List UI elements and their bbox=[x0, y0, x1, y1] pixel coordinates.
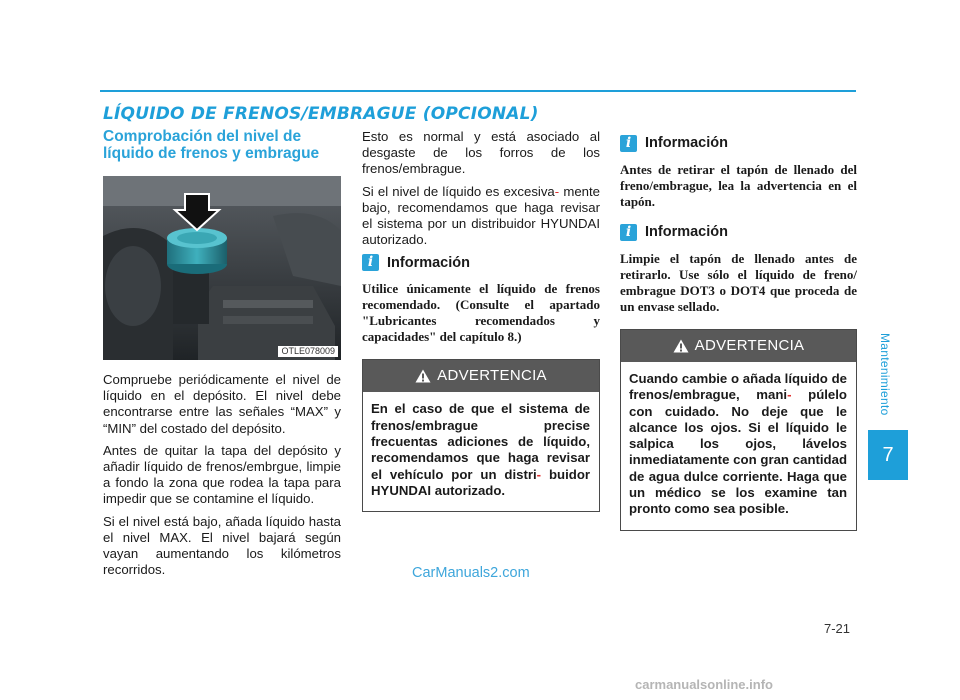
info-body: Utilice únicamente el líquido de frenos recomendado. (Consulte el apartado "Lubricantes recomendados y capacidades" del capítulo 8.) bbox=[362, 281, 600, 345]
photo-code: OTLE078009 bbox=[278, 346, 338, 357]
column-3 bbox=[620, 131, 857, 531]
info-title: Información bbox=[645, 224, 728, 241]
text-run: mente bajo, recomendamos que haga revisar el sistema por un distribuidor HYUNDAI autorizado. bbox=[362, 183, 600, 248]
info-heading bbox=[362, 254, 600, 271]
warning-header bbox=[363, 360, 599, 392]
warning-triangle-icon bbox=[673, 339, 689, 353]
body-paragraph: Si el nivel está bajo, añada líquido hasta el nivel MAX. El nivel bajará según vayan aumentando los kilómetros recorridos. bbox=[103, 513, 341, 578]
reservoir-illustration bbox=[103, 176, 341, 360]
body-paragraph: Compruebe periódicamente el nivel de líquido en el depósito. El nivel debe encontrarse entre las señales “MAX” y “MIN” del costado del depósito. bbox=[103, 372, 341, 436]
text-run: Si el nivel de líquido es excesiva bbox=[362, 183, 555, 199]
warning-box bbox=[362, 359, 600, 512]
warning-box bbox=[620, 329, 857, 531]
section-tab-label: Mantenimiento bbox=[878, 333, 892, 416]
warning-triangle-icon bbox=[415, 369, 431, 383]
chapter-tab: 7 bbox=[868, 430, 908, 480]
hyphen-mark: - bbox=[536, 466, 542, 482]
info-title: Información bbox=[387, 254, 470, 271]
warning-title: ADVERTENCIA bbox=[437, 367, 547, 385]
hyphen-mark: - bbox=[554, 183, 560, 199]
page-number: 7-21 bbox=[824, 621, 851, 636]
text-run: buidor HYUNDAI autorizado. bbox=[371, 466, 591, 498]
bottom-watermark: carmanualsonline.info bbox=[635, 677, 773, 692]
hyphen-mark: - bbox=[787, 387, 792, 403]
info-body: Limpie el tapón de llenado antes de retirarlo. Use sólo el líquido de freno/ embrague DOT3 o DOT4 que proceda de un envase sellado. bbox=[620, 251, 857, 314]
body-paragraph bbox=[362, 184, 600, 249]
info-title: Información bbox=[645, 135, 728, 152]
body-paragraph: Antes de quitar la tapa del depósito y añadir líquido de frenos/embrgue, limpie a fondo la zona que rodea la tapa para impedir que se contamine el líquido. bbox=[103, 442, 341, 507]
column-2 bbox=[362, 129, 600, 512]
section-subheading: Comprobación del nivel de líquido de frenos y embrague bbox=[103, 128, 320, 162]
column-1 bbox=[103, 128, 341, 584]
watermark-link[interactable]: CarManuals2.com bbox=[412, 565, 530, 581]
info-heading bbox=[620, 135, 857, 152]
text-run: Cuando cambie o añada líquido de frenos/embrague, mani bbox=[629, 371, 847, 403]
warning-body bbox=[621, 362, 856, 530]
page-title: LÍQUIDO DE FRENOS/EMBRAGUE (OPCIONAL) bbox=[103, 104, 539, 124]
text-run: En el caso de que el sistema de frenos/embrague precise frecuentas adiciones de líquido, recomendamos que haga revisar el vehículo por un distri bbox=[371, 401, 590, 482]
text-run: púlelo con cuidado. No deje que le alcance los ojos. Si el líquido le salpica los ojos, lávelos inmediatamente con gran cantidad de agua dulce corriente. Haga que un médico se los examine tan pronto como sea posible. bbox=[629, 387, 847, 517]
info-icon: i bbox=[620, 224, 637, 241]
top-rule bbox=[100, 90, 856, 92]
warning-header bbox=[621, 330, 856, 362]
warning-title: ADVERTENCIA bbox=[694, 336, 805, 354]
body-paragraph: Esto es normal y está asociado al desgaste de los forros de los frenos/embrague. bbox=[362, 129, 600, 177]
engine-bay-photo bbox=[103, 176, 341, 360]
info-heading bbox=[620, 224, 857, 241]
warning-body bbox=[363, 392, 599, 511]
info-icon: i bbox=[362, 254, 379, 271]
info-icon: i bbox=[620, 135, 637, 152]
info-body: Antes de retirar el tapón de llenado del freno/embrague, lea la advertencia en el tapón. bbox=[620, 162, 857, 209]
